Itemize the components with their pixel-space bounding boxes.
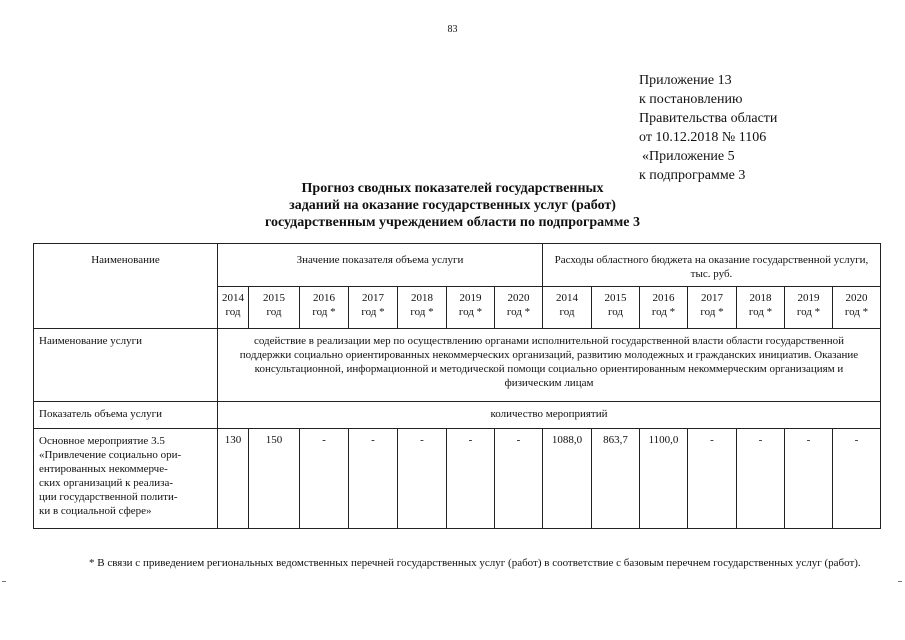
expense-header: Расходы областного бюджета на оказание государственной услуги, тыс. руб. — [543, 244, 881, 287]
activity-line: ентированных некоммерче- — [39, 463, 168, 475]
expense-year-header — [640, 287, 688, 329]
expense-value-cell: - — [833, 429, 881, 529]
volume-year-header — [300, 287, 349, 329]
appendix-reference — [639, 71, 777, 185]
expense-year-header — [833, 287, 881, 329]
appendix-line: Правительства области — [639, 111, 778, 126]
expense-value-cell: 863,7 — [592, 429, 640, 529]
year-number: 2020 — [845, 292, 868, 304]
year-number: 2018 — [411, 292, 433, 304]
volume-indicator-value: количество мероприятий — [218, 402, 881, 429]
volume-year-header — [349, 287, 398, 329]
year-label: год * — [458, 306, 483, 318]
appendix-line: «Приложение 5 — [642, 149, 735, 164]
year-number: 2014 — [222, 292, 244, 304]
expense-year-header — [785, 287, 833, 329]
year-number: 2020 — [507, 292, 530, 304]
expense-year-header — [543, 287, 592, 329]
volume-value-cell: - — [300, 429, 349, 529]
appendix-line: от 10.12.2018 № 1106 — [639, 130, 767, 145]
activity-line: Основное мероприятие 3.5 — [39, 435, 165, 447]
volume-year-header — [249, 287, 300, 329]
year-number: 2014 — [556, 292, 578, 304]
year-number: 2019 — [797, 292, 820, 304]
year-number: 2015 — [604, 292, 627, 304]
expense-year-header — [592, 287, 640, 329]
expense-year-header — [737, 287, 785, 329]
volume-value-cell: - — [495, 429, 543, 529]
year-number: 2018 — [749, 292, 772, 304]
year-label: год * — [312, 306, 336, 318]
page-number: 83 — [447, 24, 458, 35]
activity-line: «Привлечение социально ори- — [39, 449, 182, 461]
expense-value-cell: 1088,0 — [543, 429, 592, 529]
appendix-line: Приложение 13 — [639, 73, 732, 88]
expense-year-header — [688, 287, 737, 329]
expense-value-cell: - — [688, 429, 737, 529]
document-title — [0, 180, 905, 231]
year-label: год * — [506, 306, 531, 318]
volume-year-header — [495, 287, 543, 329]
title-line: Прогноз сводных показателей государственных — [301, 181, 604, 196]
forecast-table — [33, 243, 881, 529]
year-number: 2017 — [701, 292, 723, 304]
title-line: заданий на оказание государственных услуг (работ) — [289, 198, 616, 213]
activity-line: ки в социальной сфере» — [39, 505, 152, 517]
year-number: 2019 — [459, 292, 482, 304]
volume-value-cell: 130 — [218, 429, 249, 529]
year-label: год * — [651, 306, 676, 318]
volume-header: Значение показателя объема услуги — [218, 244, 543, 287]
expense-value-cell: - — [785, 429, 833, 529]
appendix-line: к постановлению — [639, 92, 743, 107]
volume-value-cell: - — [447, 429, 495, 529]
activity-line: ции государственной полити- — [39, 491, 178, 503]
year-label: год * — [361, 306, 385, 318]
volume-year-header — [398, 287, 447, 329]
volume-value-cell: - — [349, 429, 398, 529]
year-label: год * — [410, 306, 434, 318]
year-number: 2016 — [652, 292, 675, 304]
year-label: год — [607, 306, 624, 318]
volume-year-header — [218, 287, 249, 329]
activity-line: ских организаций к реализа- — [39, 477, 174, 489]
name-header: Наименование — [34, 244, 218, 329]
appendix-line: к подпрограмме 3 — [639, 168, 746, 183]
scan-edge-mark — [2, 581, 6, 582]
service-name-value: содействие в реализации мер по осуществлению органами исполнительной государственной власти области государственной поддержки социально ориентированных некоммерческих организаций, развитию молодежных и гражданских инициатив. Оказание консультационной, информационной и методической помощи социально ориентированным некоммерческим организациям и физическим лицам — [218, 329, 881, 402]
year-label: год — [225, 306, 241, 318]
year-label: год * — [700, 306, 724, 318]
expense-value-cell: 1100,0 — [640, 429, 688, 529]
volume-year-header — [447, 287, 495, 329]
scan-edge-mark — [898, 581, 902, 582]
activity-name — [34, 429, 218, 529]
year-label: год * — [748, 306, 773, 318]
title-line: государственным учреждением области по подпрограмме 3 — [265, 215, 640, 230]
service-name-label: Наименование услуги — [34, 329, 218, 402]
expense-value-cell: - — [737, 429, 785, 529]
volume-indicator-label: Показатель объема услуги — [34, 402, 218, 429]
year-number: 2017 — [362, 292, 384, 304]
footnote: * В связи с приведением региональных ведомственных перечней государственных услуг (работ) в соответствие с базовым перечнем государственных услуг (работ). — [89, 557, 861, 569]
year-number: 2015 — [263, 292, 285, 304]
year-label: год — [559, 306, 575, 318]
year-label: год * — [844, 306, 869, 318]
year-label: год * — [796, 306, 821, 318]
year-number: 2016 — [313, 292, 335, 304]
year-label: год — [266, 306, 282, 318]
volume-value-cell: 150 — [249, 429, 300, 529]
volume-value-cell: - — [398, 429, 447, 529]
